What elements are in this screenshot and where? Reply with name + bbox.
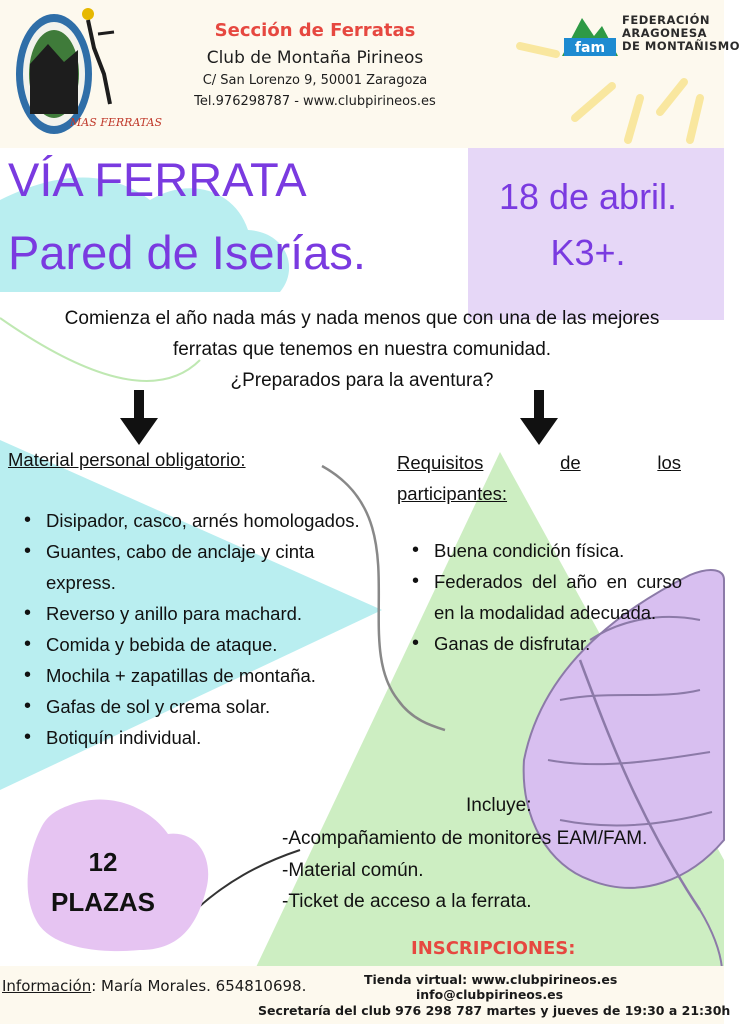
- requisitos-heading-word: Requisitos: [397, 452, 484, 473]
- plazas-label: PLAZAS: [51, 887, 155, 917]
- material-list: [18, 505, 368, 753]
- arrow-down-icon: [520, 390, 558, 445]
- arrow-down-icon: [120, 390, 158, 445]
- requisitos-heading: [397, 447, 681, 509]
- secretaria-hours: Secretaría del club 976 298 787 martes y jueves de 19:30 a 21:30h: [258, 1003, 731, 1018]
- plazas-badge: [40, 842, 166, 922]
- tienda-virtual-link[interactable]: Tienda virtual: www.clubpirineos.es: [364, 972, 618, 987]
- email-link[interactable]: info@clubpirineos.es: [416, 987, 564, 1002]
- list-item: • Federados del año en curso en la modalidad adecuada.: [406, 566, 682, 628]
- plazas-number: 12: [88, 847, 118, 877]
- section-title: Sección de Ferratas: [214, 20, 416, 41]
- fam-abbr: fam: [574, 40, 606, 56]
- info-label: Información: [2, 977, 92, 995]
- intro-text: [4, 303, 720, 396]
- fam-logo: [560, 10, 620, 62]
- title-line-1: VÍA FERRATA: [8, 153, 307, 206]
- list-item: • Gafas de sol y crema solar.: [18, 691, 368, 722]
- title-line-2: Pared de Iserías.: [8, 226, 366, 279]
- list-item: • Buena condición física.: [406, 535, 682, 566]
- list-item: • Mochila + zapatillas de montaña.: [18, 660, 368, 691]
- info-contact: [2, 977, 306, 995]
- requisitos-list: [406, 535, 682, 659]
- list-item: • Disipador, casco, arnés homologados.: [18, 505, 368, 536]
- incluye-item: -Material común.: [282, 860, 424, 881]
- requisitos-heading-word: de: [560, 452, 581, 473]
- intro-line-3: ¿Preparados para la aventura?: [230, 370, 494, 391]
- club-address: C/ San Lorenzo 9, 50001 Zaragoza: [202, 73, 428, 88]
- incluye-item: -Ticket de acceso a la ferrata.: [282, 891, 532, 912]
- club-contact: Tel.976298787 - www.clubpirineos.es: [194, 94, 436, 109]
- list-item: • Reverso y anillo para machard.: [18, 598, 368, 629]
- fam-name: FEDERACIÓN ARAGONESA DE MONTAÑISMO: [622, 13, 740, 53]
- intro-line-2: ferratas que tenemos en nuestra comunidad.: [172, 339, 552, 360]
- incluye-item: -Acompañamiento de monitores EAM/FAM.: [282, 828, 648, 849]
- list-item: • Guantes, cabo de anclaje y cinta express.: [18, 536, 368, 598]
- list-item: • Comida y bebida de ataque.: [18, 629, 368, 660]
- list-item: • Ganas de disfrutar.: [406, 628, 682, 659]
- intro-line-1: Comienza el año nada más y nada menos que con una de las mejores: [64, 308, 660, 329]
- club-name: Club de Montaña Pirineos: [206, 48, 424, 68]
- difficulty-grade: K3+.: [550, 232, 626, 273]
- info-value: : María Morales. 654810698.: [91, 977, 307, 995]
- requisitos-heading-word: los: [657, 452, 681, 473]
- list-item: • Botiquín individual.: [18, 722, 368, 753]
- incluye-title: Incluye:: [466, 795, 532, 816]
- requisitos-heading-line2: participantes:: [397, 483, 508, 504]
- inscripciones-heading: INSCRIPCIONES:: [411, 938, 576, 959]
- material-heading: Material personal obligatorio:: [8, 449, 246, 470]
- event-date: 18 de abril.: [498, 176, 678, 217]
- club-logo-tag: MAS FERRATAS: [70, 116, 163, 129]
